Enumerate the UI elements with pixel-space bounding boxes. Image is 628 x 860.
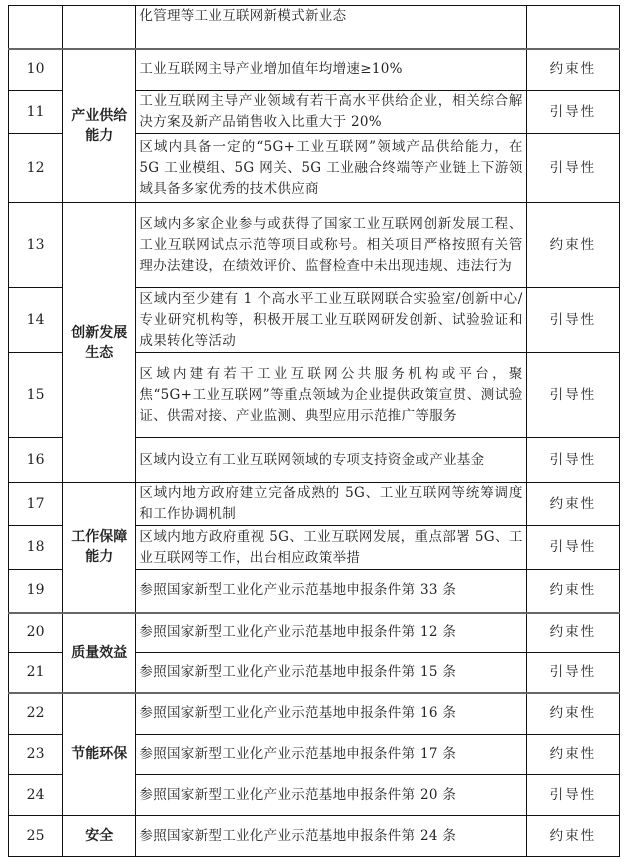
row-number: 19 bbox=[9, 570, 63, 613]
category-safety: 安全 bbox=[63, 816, 136, 857]
table-row bbox=[9, 816, 620, 857]
row-number: 21 bbox=[9, 653, 63, 693]
indicator-desc: 区域内至少建有 1 个高水平工业互联网联合实验室/创新中心/专业研究机构等，积极开展工业互联网研发创新、试验验证和成果转化等活动 bbox=[136, 288, 526, 353]
indicator-type: 引导性 bbox=[526, 134, 619, 203]
table-row bbox=[9, 483, 620, 526]
row-number: 17 bbox=[9, 483, 63, 526]
row-number: 23 bbox=[9, 735, 63, 775]
row-number: 13 bbox=[9, 203, 63, 288]
row-number: 12 bbox=[9, 134, 63, 203]
indicator-type: 引导性 bbox=[526, 353, 619, 438]
row-number: 24 bbox=[9, 775, 63, 816]
category-guarantee: 工作保障能力 bbox=[63, 483, 136, 613]
indicator-desc: 参照国家新型工业化产业示范基地申报条件第 33 条 bbox=[136, 570, 526, 613]
row-number: 14 bbox=[9, 288, 63, 353]
row-number: 15 bbox=[9, 353, 63, 438]
indicator-desc: 参照国家新型工业化产业示范基地申报条件第 24 条 bbox=[136, 816, 526, 857]
indicator-desc: 区域内多家企业参与或获得了国家工业互联网创新发展工程、工业互联网试点示范等项目或称号。相关项目严格按照有关管理办法建设，在绩效评价、监督检查中未出现违规、违法行为 bbox=[136, 203, 526, 288]
indicator-desc: 参照国家新型工业化产业示范基地申报条件第 15 条 bbox=[136, 653, 526, 693]
row-number: 18 bbox=[9, 526, 63, 570]
row-number: 16 bbox=[9, 438, 63, 483]
indicator-desc: 工业互联网主导产业领域有若干高水平供给企业，相关综合解决方案及新产品销售收入比重大于 20% bbox=[136, 91, 526, 134]
indicator-type: 引导性 bbox=[526, 91, 619, 134]
indicator-desc: 区域内设立有工业互联网领域的专项支持资金或产业基金 bbox=[136, 438, 526, 483]
table-row bbox=[9, 693, 620, 735]
category-energy: 节能环保 bbox=[63, 693, 136, 816]
indicator-type: 引导性 bbox=[526, 775, 619, 816]
indicator-type: 约束性 bbox=[526, 49, 619, 91]
indicator-desc: 参照国家新型工业化产业示范基地申报条件第 12 条 bbox=[136, 613, 526, 653]
indicator-type: 引导性 bbox=[526, 288, 619, 353]
row-number bbox=[9, 6, 63, 49]
indicator-type: 约束性 bbox=[526, 735, 619, 775]
indicator-type: 约束性 bbox=[526, 816, 619, 857]
category-quality: 质量效益 bbox=[63, 613, 136, 693]
table-row-carryover bbox=[9, 6, 620, 49]
indicator-type: 约束性 bbox=[526, 693, 619, 735]
category-cell bbox=[63, 6, 136, 49]
indicator-desc: 区域内具备一定的“5G+工业互联网”领域产品供给能力，在 5G 工业模组、5G 网关、5G 工业融合终端等产业链上下游领域具备多家优秀的技术供应商 bbox=[136, 134, 526, 203]
indicator-type bbox=[526, 6, 619, 49]
row-number: 22 bbox=[9, 693, 63, 735]
row-number: 20 bbox=[9, 613, 63, 653]
category-supply: 产业供给能力 bbox=[63, 49, 136, 203]
indicator-desc: 参照国家新型工业化产业示范基地申报条件第 16 条 bbox=[136, 693, 526, 735]
indicator-desc: 化管理等工业互联网新模式新业态 bbox=[136, 6, 526, 49]
indicator-desc: 区域内建有若干工业互联网公共服务机构或平台，聚焦“5G+工业互联网”等重点领域为企业提供政策宣贯、测试验证、供需对接、产业监测、典型应用示范推广等服务 bbox=[136, 353, 526, 438]
indicator-type: 引导性 bbox=[526, 653, 619, 693]
category-innovation: 创新发展生态 bbox=[63, 203, 136, 483]
indicator-type: 约束性 bbox=[526, 483, 619, 526]
row-number: 25 bbox=[9, 816, 63, 857]
indicator-desc: 区域内地方政府建立完备成熟的 5G、工业互联网等统筹调度和工作协调机制 bbox=[136, 483, 526, 526]
table-row bbox=[9, 613, 620, 653]
indicator-desc: 参照国家新型工业化产业示范基地申报条件第 17 条 bbox=[136, 735, 526, 775]
indicator-type: 约束性 bbox=[526, 203, 619, 288]
indicator-table bbox=[8, 5, 620, 857]
indicator-desc: 参照国家新型工业化产业示范基地申报条件第 20 条 bbox=[136, 775, 526, 816]
indicator-desc: 工业互联网主导产业增加值年均增速≥10% bbox=[136, 49, 526, 91]
indicator-type: 引导性 bbox=[526, 438, 619, 483]
indicator-type: 约束性 bbox=[526, 613, 619, 653]
table-row bbox=[9, 49, 620, 91]
table-row bbox=[9, 203, 620, 288]
row-number: 10 bbox=[9, 49, 63, 91]
indicator-type: 约束性 bbox=[526, 570, 619, 613]
indicator-type: 引导性 bbox=[526, 526, 619, 570]
row-number: 11 bbox=[9, 91, 63, 134]
indicator-desc: 区域内地方政府重视 5G、工业互联网发展，重点部署 5G、工业互联网等工作，出台相应政策举措 bbox=[136, 526, 526, 570]
